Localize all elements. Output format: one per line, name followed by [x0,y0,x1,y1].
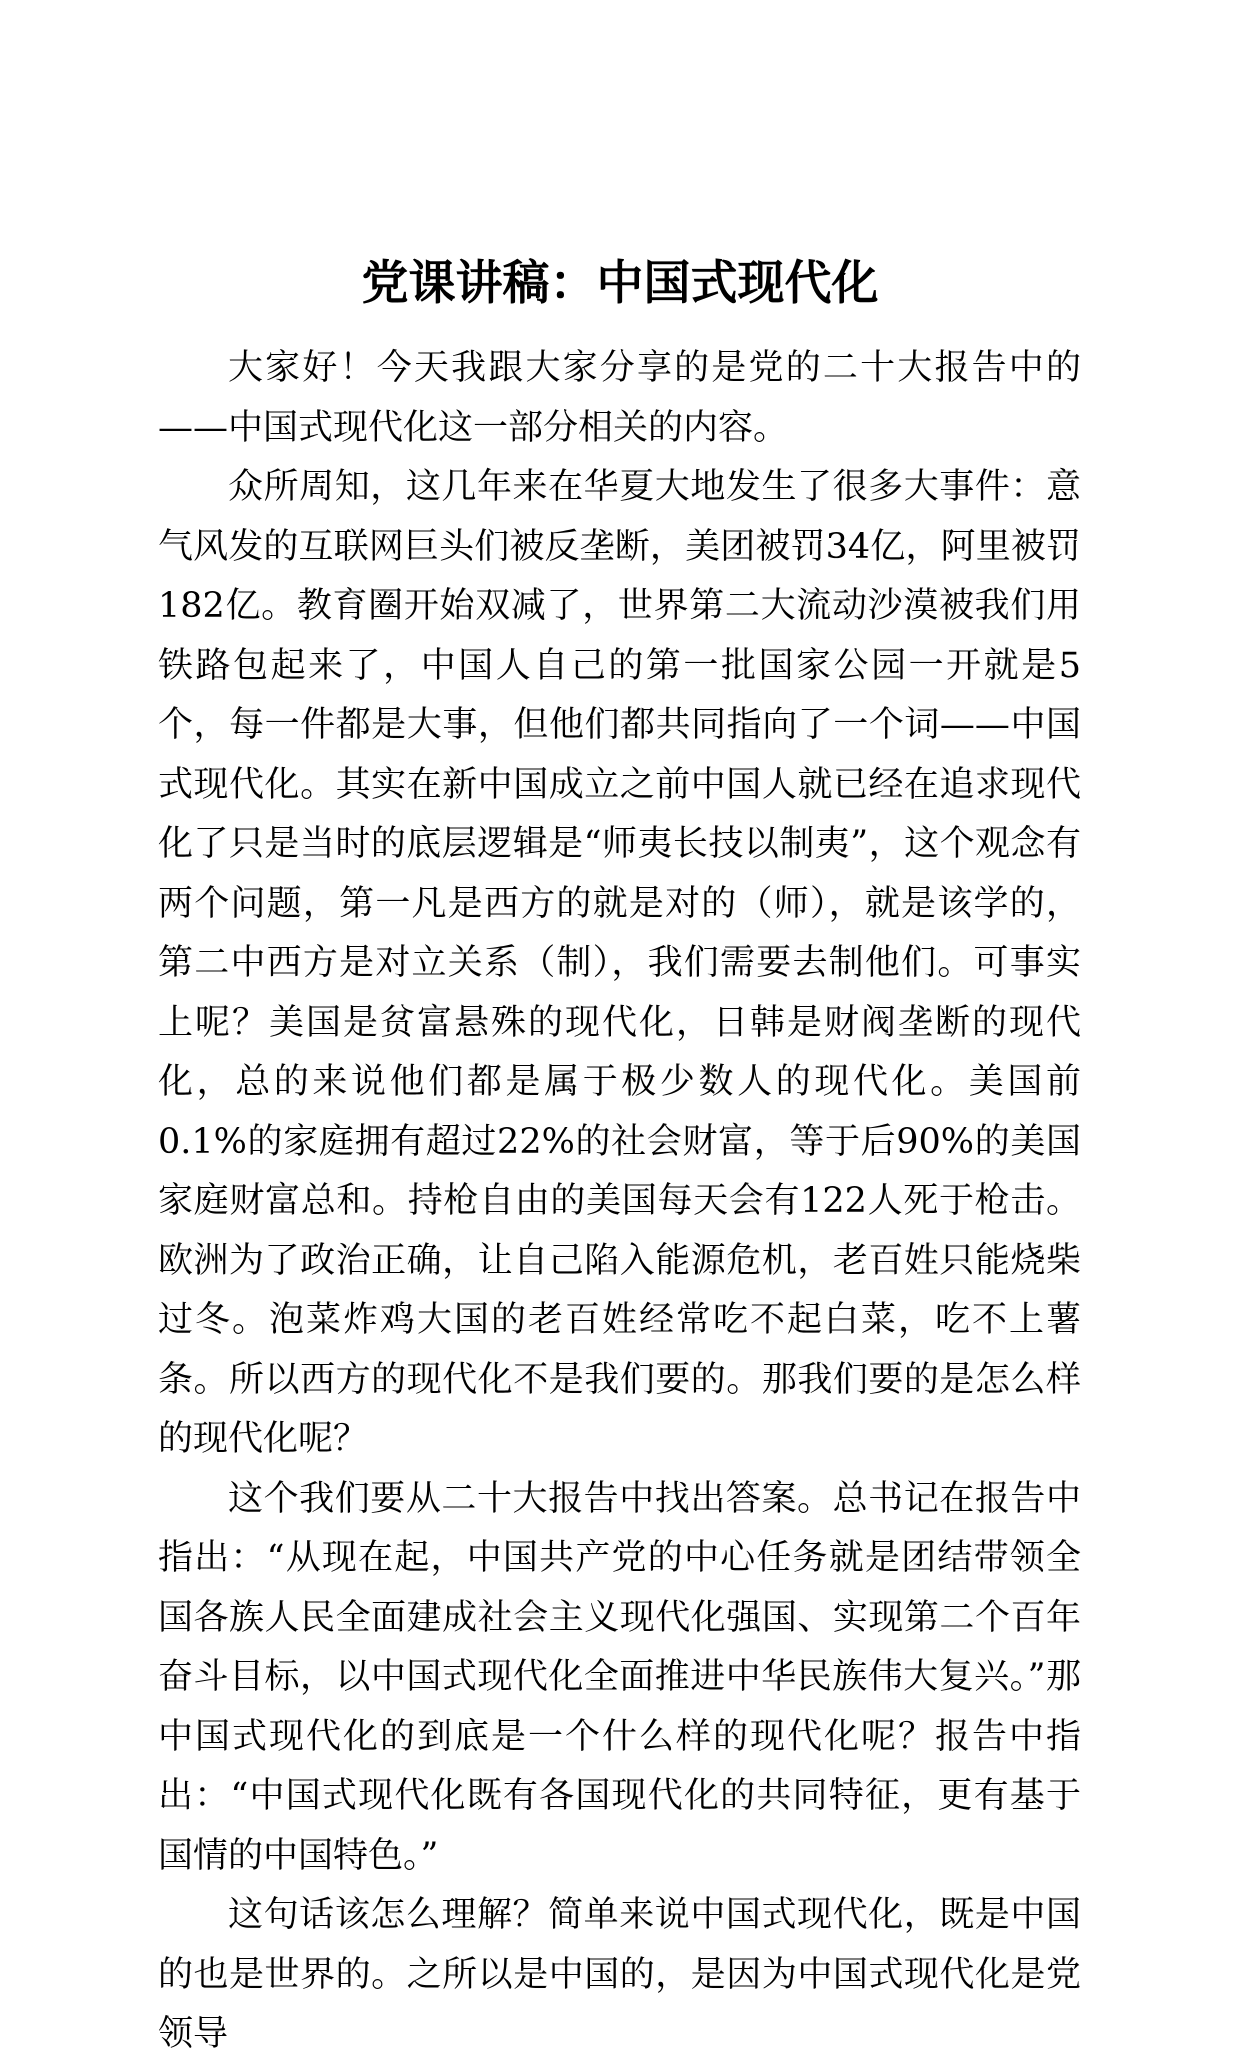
paragraph-greeting: 大家好！今天我跟大家分享的是党的二十大报告中的——中国式现代化这一部分相关的内容。 [158,348,1081,448]
document-body [158,339,1081,2065]
paragraph-explanation: 这句话该怎么理解？简单来说中国式现代化，既是中国的也是世界的。之所以是中国的，是因为中国式现代化是党领导 [158,1895,1081,2054]
paragraph-report-quote: 这个我们要从二十大报告中找出答案。总书记在报告中指出：“从现在起，中国共产党的中心任务就是团结带领全国各族人民全面建成社会主义现代化强国、实现第二个百年奋斗目标，以中国式现代化全面推进中华民族伟大复兴。”那中国式现代化的到底是一个什么样的现代化呢？报告中指出：“中国式现代化既有各国现代化的共同特征，更有基于国情的中国特色。” [158,1478,1081,1876]
paragraph-background: 众所周知，这几年来在华夏大地发生了很多大事件：意气风发的互联网巨头们被反垄断，美团被罚34亿，阿里被罚182亿。教育圈开始双减了，世界第二大流动沙漠被我们用铁路包起来了，中国人自己的第一批国家公园一开就是5个，每一件都是大事，但他们都共同指向了一个词——中国式现代化。其实在新中国成立之前中国人就已经在追求现代化了只是当时的底层逻辑是“师夷长技以制夷”，这个观念有两个问题，第一凡是西方的就是对的（师），就是该学的，第二中西方是对立关系（制），我们需要去制他们。可事实上呢？美国是贫富悬殊的现代化，日韩是财阀垄断的现代化，总的来说他们都是属于极少数人的现代化。美国前0.1%的家庭拥有超过22%的社会财富，等于后90%的美国家庭财富总和。持枪自由的美国每天会有122人死于枪击。欧洲为了政治正确，让自己陷入能源危机，老百姓只能烧柴过冬。泡菜炸鸡大国的老百姓经常吃不起白菜，吃不上薯条。所以西方的现代化不是我们要的。那我们要的是怎么样的现代化呢？ [158,467,1081,1459]
document-title: 党课讲稿：中国式现代化 [361,256,879,311]
